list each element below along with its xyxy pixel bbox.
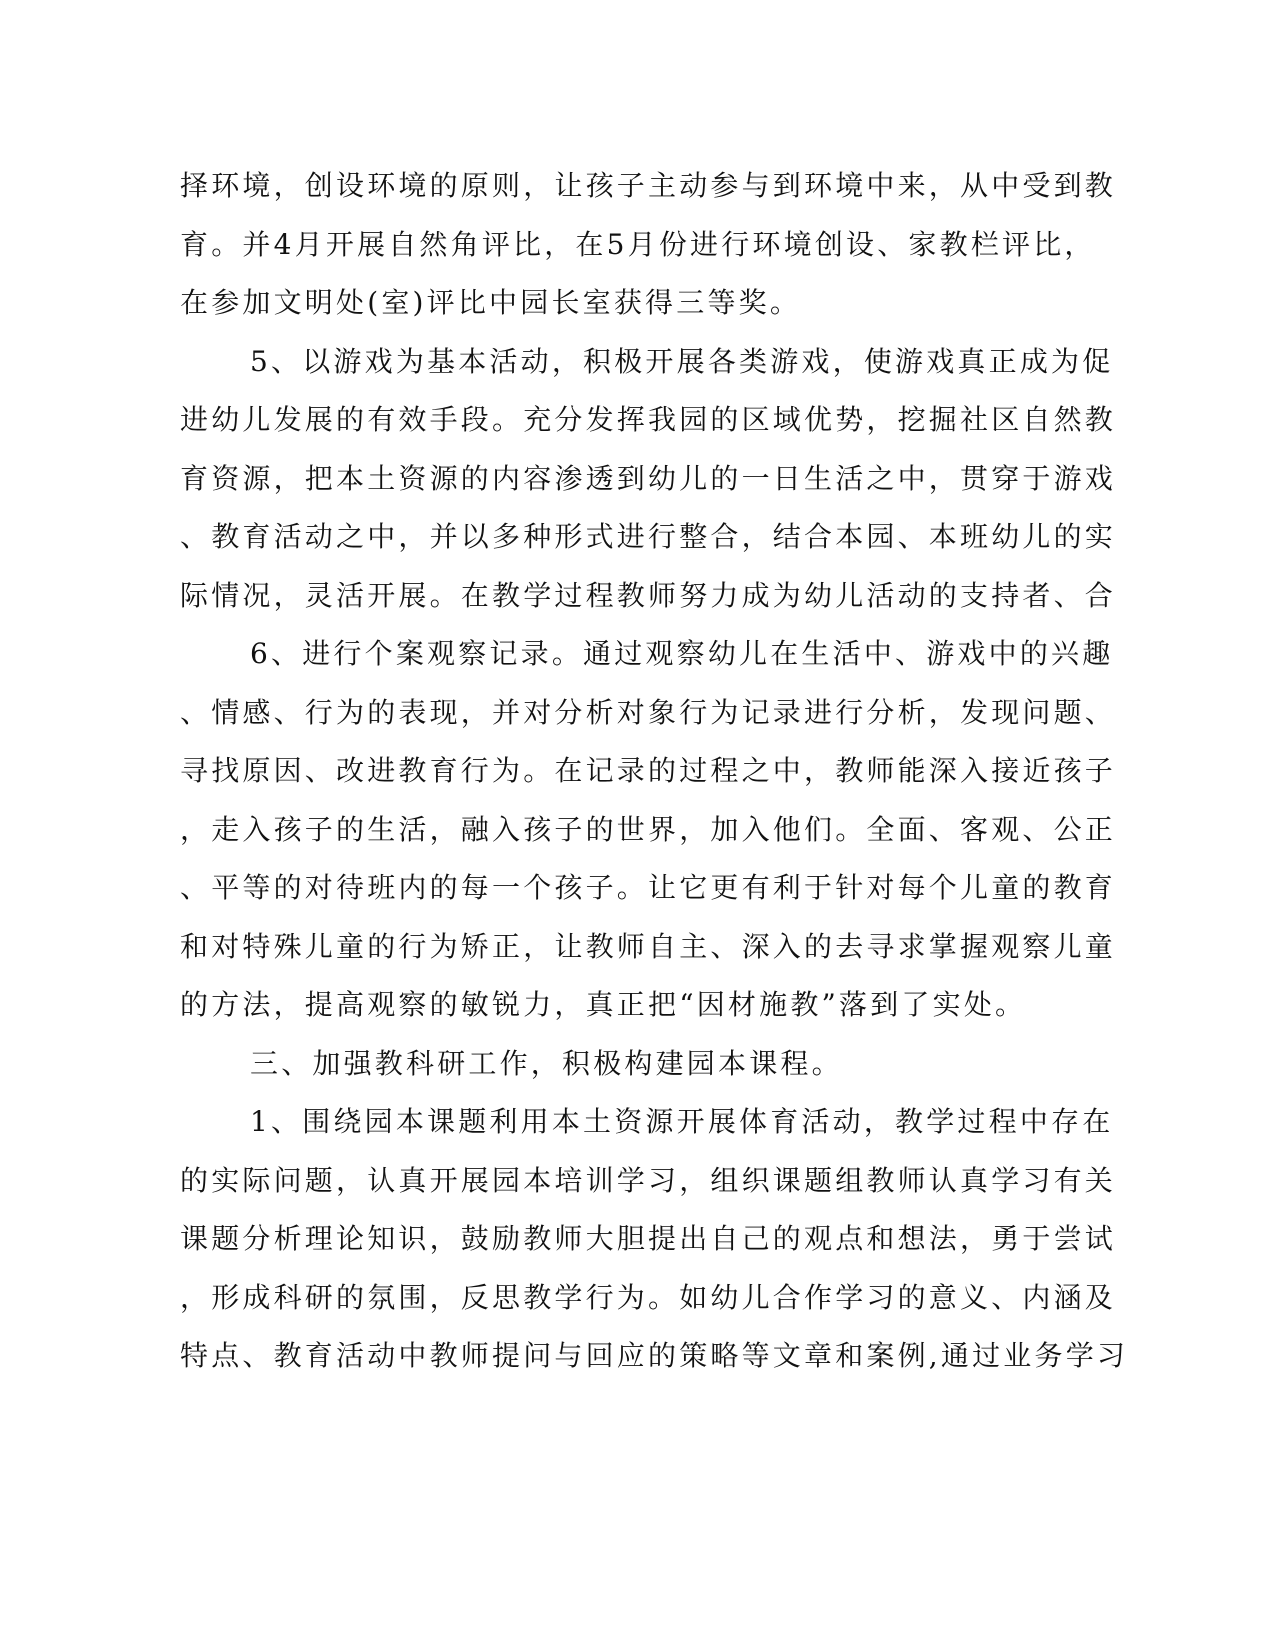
text-line: 在参加文明处(室)评比中园长室获得三等奖。	[180, 286, 802, 319]
text-line: 和对特殊儿童的行为矫正，让教师自主、深入的去寻求掌握观察儿童	[180, 929, 1117, 963]
text-line: ，形成科研的氛围，反思教学行为。如幼儿合作学习的意义、内涵及	[180, 1280, 1117, 1314]
paragraph-1-start: 1、围绕园本课题利用本土资源开展体育活动，教学过程中存在	[250, 1105, 1114, 1138]
text-line: 育。并4月开展自然角评比，在5月份进行环境创设、家教栏评比，	[180, 227, 1096, 261]
text-line: 特点、教育活动中教师提问与回应的策略等文章和案例,通过业务学习	[180, 1339, 1129, 1372]
text-line: 、教育活动之中，并以多种形式进行整合，结合本园、本班幼儿的实	[180, 520, 1117, 553]
text-line: 的实际问题，认真开展园本培训学习，组织课题组教师认真学习有关	[180, 1163, 1117, 1197]
text-line: 课题分析理论知识，鼓励教师大胆提出自己的观点和想法，勇于尝试	[180, 1222, 1117, 1255]
text-line: 进幼儿发展的有效手段。充分发挥我园的区域优势，挖掘社区自然教	[180, 403, 1117, 436]
text-line: 际情况，灵活开展。在教学过程教师努力成为幼儿活动的支持者、合	[180, 578, 1117, 612]
body-text	[180, 157, 1129, 1386]
text-line: 育资源，把本土资源的内容渗透到幼儿的一日生活之中，贯穿于游戏	[180, 461, 1117, 495]
text-line: 的方法，提高观察的敏锐力，真正把“因材施教”落到了实处。	[180, 988, 1027, 1021]
paragraph-5-start: 5、以游戏为基本活动，积极开展各类游戏，使游戏真正成为促	[250, 344, 1114, 378]
text-line: 、平等的对待班内的每一个孩子。让它更有利于针对每个儿童的教育	[180, 871, 1117, 904]
paragraph-6-start: 6、进行个案观察记录。通过观察幼儿在生活中、游戏中的兴趣	[250, 637, 1114, 670]
text-line: ，走入孩子的生活，融入孩子的世界，加入他们。全面、客观、公正	[180, 812, 1117, 846]
text-line: 择环境，创设环境的原则，让孩子主动参与到环境中来，从中受到教	[180, 169, 1117, 202]
text-line: 寻找原因、改进教育行为。在记录的过程之中，教师能深入接近孩子	[180, 754, 1117, 787]
section-3-heading: 三、加强教科研工作，积极构建园本课程。	[250, 1046, 843, 1080]
text-line: 、情感、行为的表现，并对分析对象行为记录进行分析，发现问题、	[180, 695, 1117, 729]
